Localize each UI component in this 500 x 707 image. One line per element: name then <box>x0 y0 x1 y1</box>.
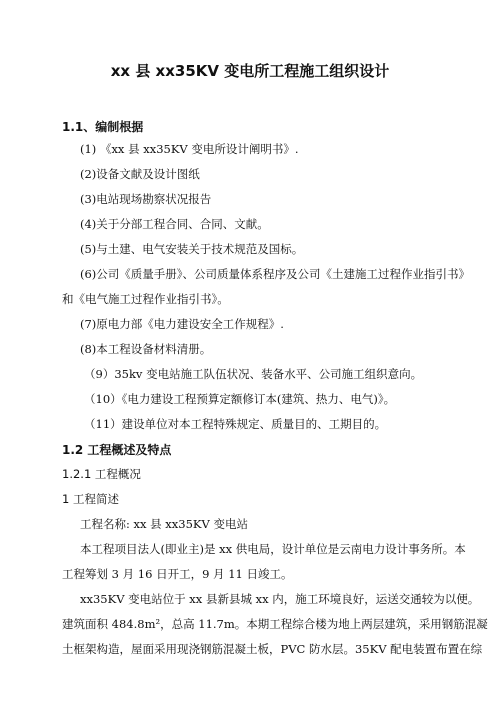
list-item: (2)设备文献及设计图纸 <box>80 167 200 181</box>
paragraph-line: 建筑面积 484.8m²，总高 11.7m。本期工程综合楼为地上两层建筑，采用钢筋混凝 <box>62 617 488 631</box>
list-item: (7)原电力部《电力建设安全工作规程》. <box>80 317 284 331</box>
section-heading-1-2: 1.2 工程概述及特点 <box>62 443 172 457</box>
list-item: (1) 《xx 县 xx35KV 变电所设计阐明书》. <box>80 142 299 156</box>
list-item: （11）建设单位对本工程特殊规定、质量目的、工期目的。 <box>84 417 387 431</box>
list-item: (6)公司《质量手册》、公司质量体系程序及公司《土建施工过程作业指引书》 <box>80 267 471 281</box>
document-title: xx 县 xx35KV 变电所工程施工组织设计 <box>110 62 390 80</box>
list-item: (4)关于分部工程合同、合同、文献。 <box>80 217 269 231</box>
paragraph-line: 工程名称: xx 县 xx35KV 变电站 <box>80 517 248 531</box>
paragraph-line: 本工程项目法人(即业主)是 xx 供电局，设计单位是云南电力设计事务所。本 <box>80 542 466 556</box>
subsection-heading-1-2-1: 1.2.1 工程概况 <box>62 467 141 481</box>
list-item: (8)本工程设备材料清册。 <box>80 342 212 356</box>
paragraph-line: 土框架构造，屋面采用现浇钢筋混凝土板，PVC 防水层。35KV 配电装置布置在综 <box>62 642 483 656</box>
list-item-continuation: 和《电气施工过程作业指引书》。 <box>62 292 229 306</box>
list-item: （9）35kv 变电站施工队伍状况、装备水平、公司施工组织意向。 <box>84 367 423 381</box>
paragraph-line: 工程筹划 3 月 16 日开工，9 月 11 日竣工。 <box>62 567 293 581</box>
subsection-heading-1: 1 工程简述 <box>62 492 119 506</box>
list-item: （10）《电力建设工程预算定额修订本(建筑、热力、电气)》。 <box>84 392 396 406</box>
list-item: (3)电站现场勘察状况报告 <box>80 192 212 206</box>
section-heading-1-1: 1.1、编制根据 <box>62 120 144 134</box>
list-item: (5)与土建、电气安装关于技术规范及国标。 <box>80 242 304 256</box>
paragraph-line: xx35KV 变电站位于 xx 县新县城 xx 内，施工环境良好，运送交通较为以便。 <box>80 592 480 606</box>
